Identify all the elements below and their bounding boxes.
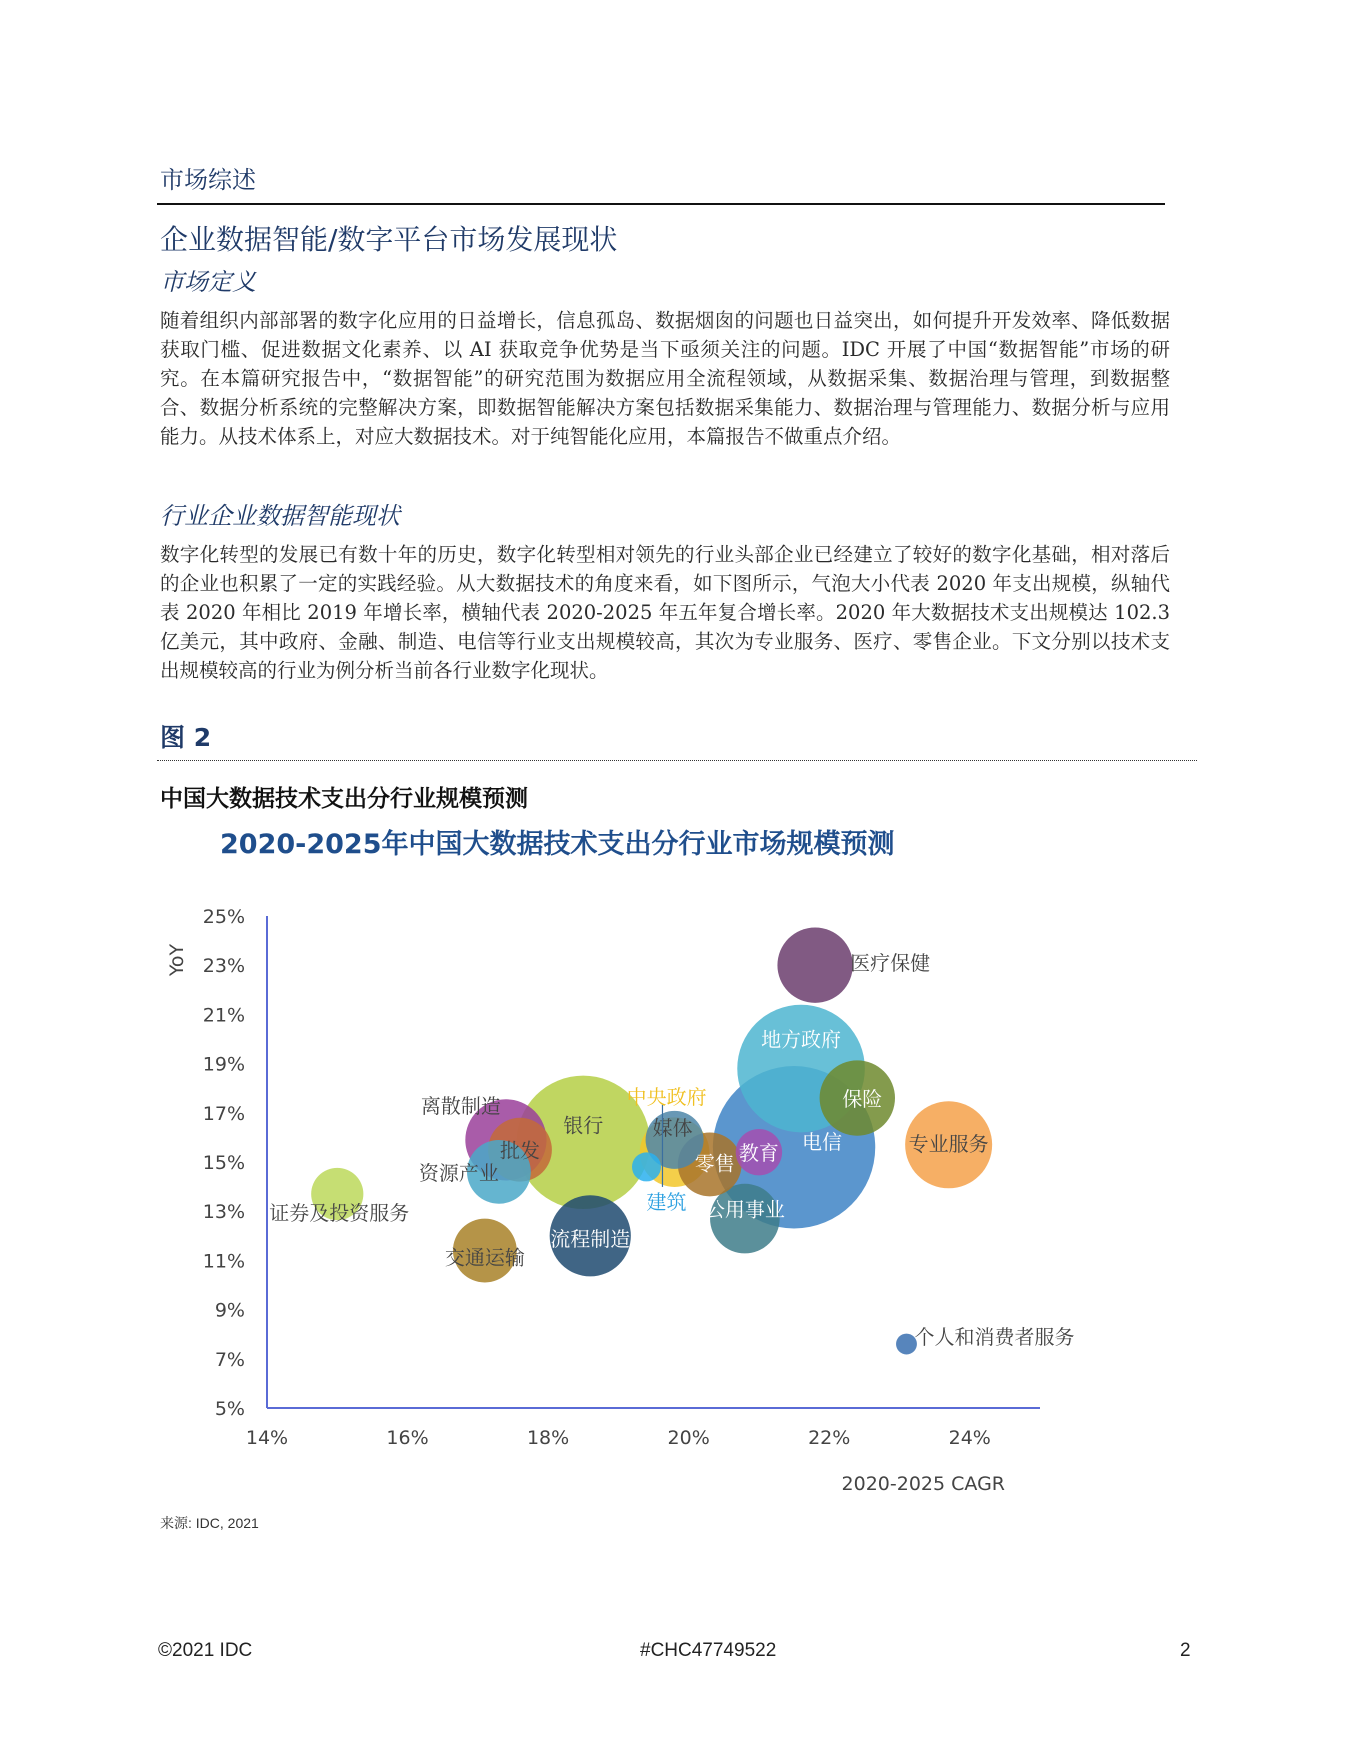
bubble-label: 银行 [563,1113,604,1138]
bubble-label: 专业服务 [908,1131,989,1156]
bubble [777,928,852,1003]
bubble-label: 中央政府 [626,1085,707,1110]
bubble-label: 离散制造 [420,1093,501,1118]
bubble-label: 医疗保健 [850,951,931,976]
source-note: 来源: IDC, 2021 [160,1515,259,1531]
bubble-label: 流程制造 [550,1226,631,1251]
y-tick-label: 9% [214,1299,245,1322]
page-title: 企业数据智能/数字平台市场发展现状 [160,223,618,256]
paragraph-industry-status: 数字化转型的发展已有数十年的历史，数字化转型相对领先的行业头部企业已经建立了较好的数字化基础，相对落后的企业也积累了一定的实践经验。从大数据技术的角度来看，如下图所示，气泡大小代表 2020 年支出规模，纵轴代表 2020 年相比 2019 年增长率，横轴代表 2020-2025 年五年复合增长率。2020 年大数据技术支出规模达 102.3 亿美元，其中政府、金融、制造、电信等行业支出规模较高，其次为专业服务、医疗、零售企业。下文分别以技术支出规模较高的行业为例分析当前各行业数字化现状。 [160,543,1170,682]
x-tick-label: 18% [526,1427,570,1449]
x-tick-label: 20% [667,1427,710,1449]
bubble-label: 教育 [738,1141,779,1166]
y-tick-label: 21% [202,1004,245,1027]
y-tick-label: 17% [202,1102,245,1125]
bubble-label: 批发 [499,1138,540,1163]
section-heading: 市场综述 [160,166,256,194]
bubble-label: 电信 [802,1130,843,1155]
x-tick-label: 24% [948,1427,991,1449]
y-tick-label: 11% [202,1250,245,1273]
bubble-label: 建筑 [646,1189,687,1214]
y-tick-label: 15% [202,1152,245,1174]
y-tick-label: 7% [214,1348,245,1371]
footer-doc-id: #CHC47749522 [640,1640,777,1661]
y-tick-label: 23% [202,955,245,978]
subheading-industry-status: 行业企业数据智能现状 [160,502,400,530]
y-tick-label: 13% [202,1201,245,1224]
x-axis-title: 2020-2025 CAGR [841,1473,1005,1495]
bubble-label: 地方政府 [761,1027,842,1052]
bubble-label: 证券及投资服务 [269,1200,410,1225]
x-tick-label: 22% [808,1427,851,1449]
y-tick-label: 19% [202,1053,245,1076]
footer-copyright: ©2021 IDC [158,1640,253,1661]
bubble-label: 资源产业 [418,1160,499,1185]
y-tick-label: 25% [202,906,245,928]
x-tick-label: 14% [245,1427,289,1449]
x-tick-label: 16% [386,1427,429,1449]
bubble-label: 公用事业 [704,1197,785,1222]
bubble-label: 媒体 [652,1115,693,1140]
bubble-label: 个人和消费者服务 [914,1325,1075,1350]
figure-label: 图 2 [160,723,212,752]
subheading-market-definition: 市场定义 [160,268,256,296]
bubble-label: 零售 [694,1151,735,1176]
bubble [632,1152,661,1181]
y-axis-title: YoY [166,943,188,977]
chart-title: 2020-2025年中国大数据技术支出分行业市场规模预测 [220,829,895,860]
y-tick-label: 5% [214,1398,245,1420]
bubble-label: 交通运输 [444,1245,525,1270]
paragraph-market-definition: 随着组织内部部署的数字化应用的日益增长，信息孤岛、数据烟囱的问题也日益突出，如何提升开发效率、降低数据获取门槛、促进数据文化素养、以 AI 获取竞争优势是当下亟须关注的问题。IDC 开展了中国“数据智能”市场的研究。在本篇研究报告中，“数据智能”的研究范围为数据应用全流程领域，从数据采集、数据治理与管理，到数据整合、数据分析系统的完整解决方案，即数据智能解决方案包括数据采集能力、数据治理与管理能力、数据分析与应用能力。从技术体系上，对应大数据技术。对于纯智能化应用，本篇报告不做重点介绍。 [160,309,1170,448]
figure-title: 中国大数据技术支出分行业规模预测 [160,786,528,812]
bubble-label: 保险 [842,1087,883,1112]
footer-page-number: 2 [1180,1640,1191,1661]
